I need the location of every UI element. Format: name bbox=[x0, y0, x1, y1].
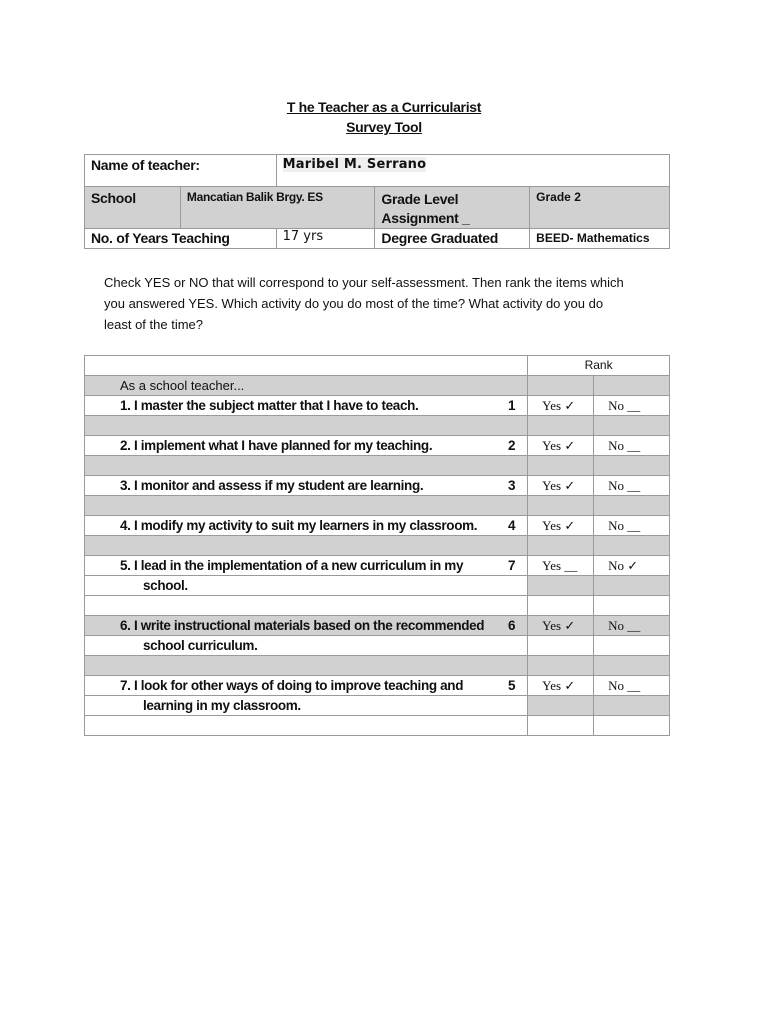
spacer-cell bbox=[594, 416, 670, 436]
survey-item-text bbox=[85, 516, 528, 536]
school-value[interactable]: Mancatian Balik Brgy. ES bbox=[180, 187, 375, 229]
survey-yes-option[interactable]: Yes ✓ bbox=[528, 396, 594, 416]
survey-item-rank[interactable]: 2 bbox=[508, 438, 516, 453]
survey-item-row bbox=[85, 476, 670, 496]
grade-label-line2: Assignment _ bbox=[381, 210, 470, 226]
survey-yes-option[interactable]: Yes ✓ bbox=[528, 436, 594, 456]
intro-row-no-cell bbox=[594, 376, 670, 396]
survey-item-label: 6. I write instructional materials based on the recommended bbox=[120, 618, 485, 633]
survey-spacer-row bbox=[85, 656, 670, 676]
spacer-cell bbox=[85, 536, 528, 556]
continuation-no-cell bbox=[594, 636, 670, 656]
survey-item-label: 7. I look for other ways of doing to improve teaching and bbox=[120, 678, 464, 693]
survey-yes-option[interactable]: Yes ✓ bbox=[528, 616, 594, 636]
document-subtitle: Survey Tool bbox=[346, 119, 422, 135]
continuation-no-cell bbox=[594, 696, 670, 716]
spacer-cell bbox=[594, 716, 670, 736]
document-title: T he Teacher as a Curricularist bbox=[286, 99, 482, 115]
survey-item-rank[interactable]: 6 bbox=[508, 618, 516, 633]
survey-item-rank[interactable]: 5 bbox=[508, 678, 516, 693]
survey-yes-option[interactable]: Yes ✓ bbox=[528, 676, 594, 696]
spacer-cell bbox=[528, 496, 594, 516]
spacer-cell bbox=[594, 456, 670, 476]
degree-value[interactable]: BEED- Mathematics bbox=[530, 229, 670, 249]
survey-yes-option[interactable]: Yes __ bbox=[528, 556, 594, 576]
survey-yes-option[interactable]: Yes ✓ bbox=[528, 476, 594, 496]
survey-item-rank[interactable]: 3 bbox=[508, 478, 516, 493]
survey-no-option[interactable]: No __ bbox=[594, 516, 670, 536]
survey-no-option[interactable]: No __ bbox=[594, 476, 670, 496]
survey-item-row bbox=[85, 436, 670, 456]
survey-item-row bbox=[85, 556, 670, 576]
spacer-cell bbox=[528, 596, 594, 616]
spacer-cell bbox=[594, 496, 670, 516]
spacer-cell bbox=[85, 656, 528, 676]
survey-yes-option[interactable]: Yes ✓ bbox=[528, 516, 594, 536]
survey-item-label: 5. I lead in the implementation of a new curriculum in my bbox=[120, 558, 464, 573]
survey-item-row bbox=[85, 396, 670, 416]
name-label: Name of teacher: bbox=[85, 155, 277, 187]
survey-item-label: 4. I modify my activity to suit my learners in my classroom. bbox=[120, 518, 478, 533]
survey-item-continuation-row bbox=[85, 576, 670, 596]
spacer-cell bbox=[85, 596, 528, 616]
continuation-yes-cell bbox=[528, 576, 594, 596]
spacer-cell bbox=[594, 596, 670, 616]
survey-item-row bbox=[85, 676, 670, 696]
survey-no-option[interactable]: No ✓ bbox=[594, 556, 670, 576]
survey-spacer-row bbox=[85, 536, 670, 556]
survey-item-label: 1. I master the subject matter that I have to teach. bbox=[120, 398, 419, 413]
spacer-cell bbox=[528, 716, 594, 736]
years-value[interactable]: 17 yrs bbox=[276, 229, 375, 249]
survey-item-continuation: learning in my classroom. bbox=[85, 696, 528, 716]
survey-item-row bbox=[85, 616, 670, 636]
spacer-cell bbox=[594, 536, 670, 556]
survey-spacer-row bbox=[85, 456, 670, 476]
survey-item-text bbox=[85, 676, 528, 696]
survey-spacer-row bbox=[85, 596, 670, 616]
instructions-paragraph: Check YES or NO that will correspond to your self-assessment. Then rank the items which you answered YES. Which activity do you do most of the time? What activity do you do least of the time? bbox=[104, 275, 624, 332]
rank-header-spacer bbox=[85, 356, 528, 376]
years-label: No. of Years Teaching bbox=[85, 229, 277, 249]
spacer-cell bbox=[528, 656, 594, 676]
survey-item-continuation-row bbox=[85, 696, 670, 716]
survey-item-row bbox=[85, 516, 670, 536]
survey-item-continuation-row bbox=[85, 636, 670, 656]
rank-header: Rank bbox=[528, 356, 670, 376]
continuation-yes-cell bbox=[528, 636, 594, 656]
survey-item-continuation: school. bbox=[85, 576, 528, 596]
spacer-cell bbox=[528, 536, 594, 556]
intro-row-label: As a school teacher... bbox=[85, 376, 528, 396]
spacer-cell bbox=[594, 656, 670, 676]
spacer-cell bbox=[85, 456, 528, 476]
degree-label: Degree Graduated bbox=[375, 229, 530, 249]
survey-no-option[interactable]: No __ bbox=[594, 616, 670, 636]
survey-item-label: 2. I implement what I have planned for my teaching. bbox=[120, 438, 433, 453]
teacher-info-table bbox=[84, 154, 670, 249]
continuation-yes-cell bbox=[528, 696, 594, 716]
survey-item-continuation: school curriculum. bbox=[85, 636, 528, 656]
spacer-cell bbox=[528, 416, 594, 436]
survey-item-text bbox=[85, 436, 528, 456]
survey-item-text bbox=[85, 616, 528, 636]
survey-no-option[interactable]: No __ bbox=[594, 396, 670, 416]
survey-spacer-row bbox=[85, 496, 670, 516]
survey-item-rank[interactable]: 7 bbox=[508, 558, 516, 573]
survey-item-text bbox=[85, 476, 528, 496]
survey-spacer-row bbox=[85, 416, 670, 436]
survey-item-rank[interactable]: 1 bbox=[508, 398, 516, 413]
name-value: Maribel M. Serrano bbox=[282, 157, 427, 172]
survey-item-text bbox=[85, 396, 528, 416]
spacer-cell bbox=[528, 456, 594, 476]
spacer-cell bbox=[85, 496, 528, 516]
name-value-cell[interactable] bbox=[276, 155, 669, 187]
school-label: School bbox=[85, 187, 181, 229]
survey-item-rank[interactable]: 4 bbox=[508, 518, 516, 533]
spacer-cell bbox=[85, 416, 528, 436]
survey-table bbox=[84, 355, 670, 736]
continuation-no-cell bbox=[594, 576, 670, 596]
grade-value[interactable]: Grade 2 bbox=[530, 187, 670, 229]
survey-end-row bbox=[85, 716, 670, 736]
survey-no-option[interactable]: No __ bbox=[594, 436, 670, 456]
survey-item-label: 3. I monitor and assess if my student are learning. bbox=[120, 478, 424, 493]
grade-label-line1: Grade Level bbox=[381, 191, 459, 207]
intro-row-yes-cell bbox=[528, 376, 594, 396]
spacer-cell bbox=[85, 716, 528, 736]
survey-no-option[interactable]: No __ bbox=[594, 676, 670, 696]
survey-item-text bbox=[85, 556, 528, 576]
grade-label bbox=[375, 187, 530, 229]
